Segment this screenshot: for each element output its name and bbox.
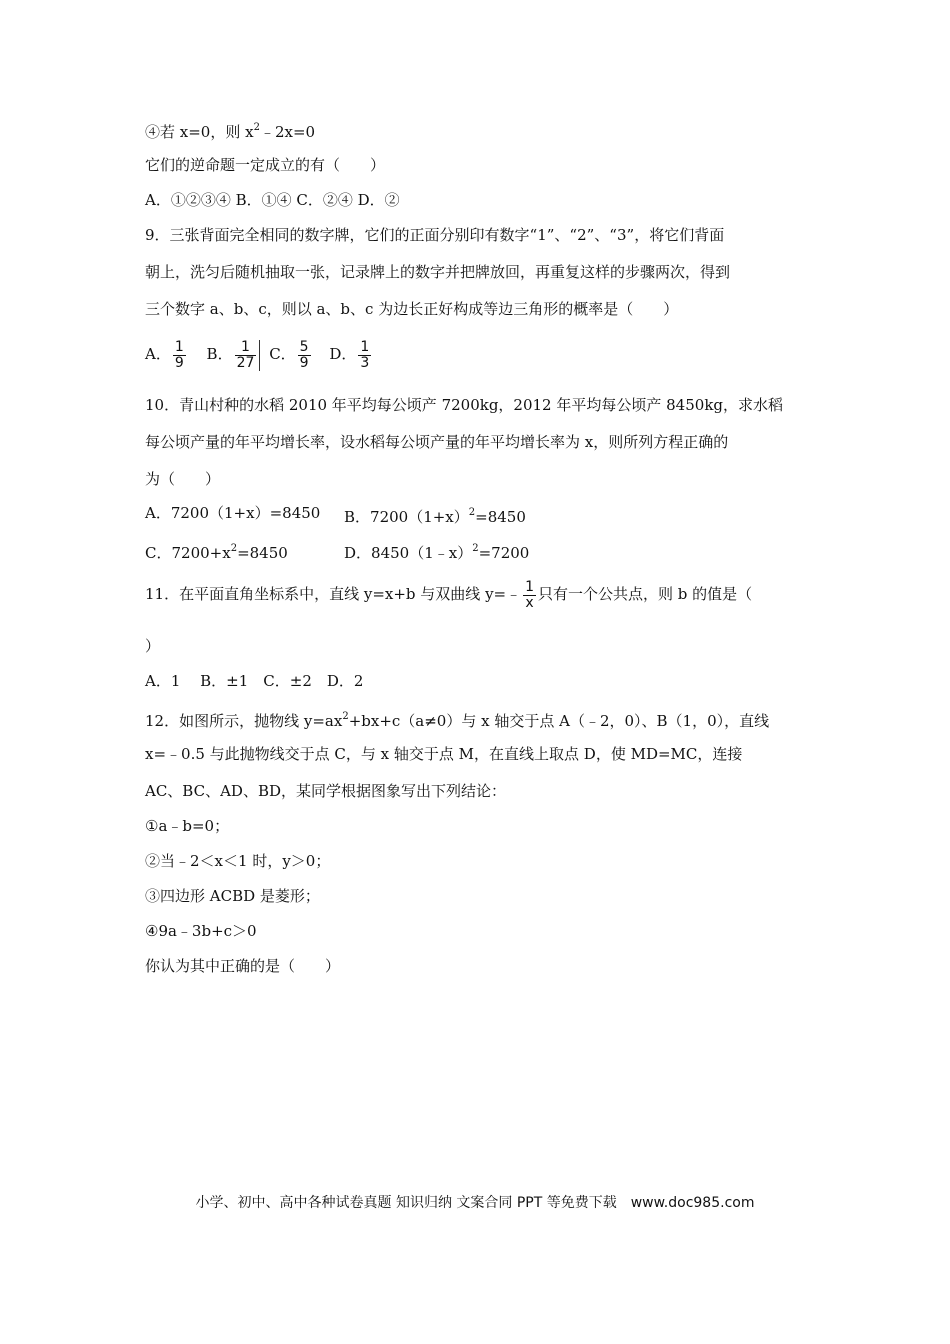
q9-option-d-fraction: $\frac{1}{3}$ [360, 338, 370, 371]
q12-line1: 12．如图所示，抛物线 $y=ax^2+bx+c(a\ne 0)$与 x 轴交于点 A（﹣2，0）、B（1，0），直线 [145, 711, 770, 730]
q9-option-d: D． $\frac{1}{3}$ [329, 338, 370, 371]
q9-option-b-fraction: $\frac{1}{27}$ [235, 340, 261, 371]
q12-stem: 你认为其中正确的是（ ） [145, 957, 341, 975]
q11-line2: ） [145, 637, 161, 655]
q12-conclusion-2: ②当﹣2＜x＜1 时，y＞0； [145, 852, 331, 870]
q11-fraction: $\frac{1}{x}$ [525, 578, 535, 611]
q10-option-a: A．7200（1+x）=8450 [145, 504, 321, 522]
q9-line2: 朝上，洗匀后随机抽取一张，记录牌上的数字并把牌放回，再重复这样的步骤两次，得到 [145, 263, 731, 281]
q11-options: A．1 B．±1 C．±2 D．2 [145, 672, 364, 690]
q8-options: A．①②③④ B．①④ C．②④ D．② [145, 191, 400, 209]
page-footer: 小学、初中、高中各种试卷真题 知识归纳 文案合同 PPT 等免费下载 www.doc985.com [195, 1195, 755, 1211]
q12-line3: AC、BC、AD、BD，某同学根据图象写出下列结论： [145, 782, 506, 800]
q10-option-d: D．8450（1﹣x）$^2$=7200 [344, 543, 530, 562]
q9-option-b: B． $\frac{1}{27}$ [207, 333, 263, 375]
q9-option-c-fraction: $\frac{5}{9}$ [299, 338, 309, 371]
q12-conclusion-3: ③四边形 ACBD 是菱形； [145, 887, 320, 905]
q12-conclusion-1: ①a﹣b=0； [145, 817, 230, 835]
q10-line3: 为（ ） [145, 470, 221, 488]
q9-option-a: A． $\frac{1}{9}$ [145, 338, 184, 371]
q10-line2: 每公顷产量的年平均增长率，设水稻每公顷产量的年平均增长率为 x，则所列方程正确的 [145, 433, 729, 451]
q10-option-c: C．$7200+x^2=8450$ [145, 543, 288, 562]
q8-stem: 它们的逆命题一定成立的有（ ） [145, 156, 386, 174]
q9-line3: 三个数字 a、b、c，则以 a、b、c 为边长正好构成等边三角形的概率是（ ） [145, 300, 679, 318]
q10-line1: 10．青山村种的水稻 2010 年平均每公顷产 7200kg，2012 年平均每公顷产 8450kg，求水稻 [145, 396, 784, 414]
q11-line1: 11．在平面直角坐标系中，直线 y=x+b 与双曲线 y=﹣ $\frac{1}{x}$ 只有一个公共点，则 b 的值是（ [145, 578, 753, 611]
q9-line1: 9．三张背面完全相同的数字牌，它们的正面分别印有数字“1”、“2”、“3”，将它们背面 [145, 226, 725, 244]
q12-conclusion-4: ④9a﹣3b+c＞0 [145, 922, 257, 940]
q9-option-c: C． $\frac{5}{9}$ [269, 338, 309, 371]
q9-option-a-fraction: $\frac{1}{9}$ [174, 338, 184, 371]
q8-item4: ④若 x=0，则 $x^2﹣2x=0$ [145, 122, 316, 141]
q10-option-b: B．$7200(1+x)^2=8450$ [344, 507, 526, 526]
q9-options [145, 333, 373, 375]
q12-line2: x=﹣0.5 与此抛物线交于点 C，与 x 轴交于点 M，在直线上取点 D，使 MD=MC，连接 [145, 745, 743, 763]
